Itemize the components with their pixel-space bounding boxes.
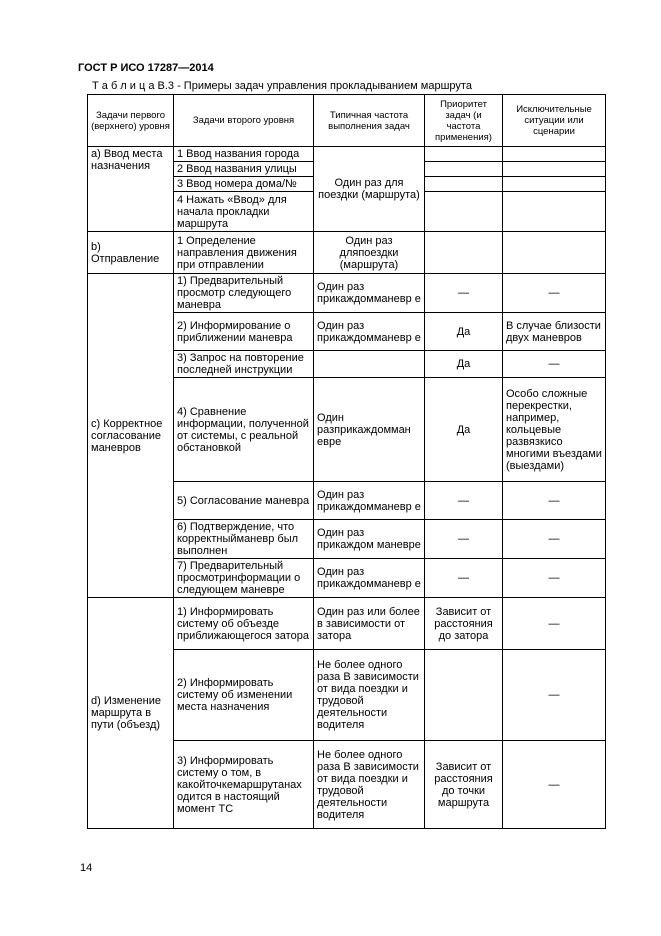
task-priority: Зависит от расстояния до точки маршрута: [425, 741, 503, 829]
page-number: 14: [80, 862, 93, 874]
sub-task: 2) Информирование о приближении маневра: [174, 313, 314, 351]
task-exceptions: —: [503, 520, 606, 559]
task-frequency: Один раз прикаждомманевр е: [314, 482, 425, 520]
col-header-top-level: Задачи первого (верхнего) уровня: [88, 95, 174, 147]
task-exceptions: [503, 177, 606, 192]
task-frequency: Не более одного раза В зависимости от вида поездки и трудовой деятельности водителя: [314, 650, 425, 741]
task-exceptions: [503, 162, 606, 177]
task-exceptions: [503, 147, 606, 162]
task-frequency: Один раз или более в зависимости от затора: [314, 598, 425, 650]
task-priority: Да: [425, 378, 503, 482]
task-frequency: [314, 351, 425, 378]
table-row: [88, 147, 606, 162]
task-priority: [425, 147, 503, 162]
task-exceptions: Особо сложные перекрестки, например, кольцевые развязкисо многими въездами (выездами): [503, 378, 606, 482]
task-exceptions: —: [503, 351, 606, 378]
table-row: [88, 274, 606, 313]
route-tasks-table: [87, 94, 606, 829]
col-header-frequency: Типичная частота выполнения задач: [314, 95, 425, 147]
task-exceptions: —: [503, 482, 606, 520]
task-priority: [425, 177, 503, 192]
sub-task: 6) Подтверждение, что корректныйманевр был выполнен: [174, 520, 314, 559]
task-exceptions: [503, 232, 606, 274]
sub-task: 4 Нажать «Ввод» для начала прокладки маршрута: [174, 192, 314, 232]
task-frequency: Один раз прикаждомманевр е: [314, 274, 425, 313]
top-level-task: a) Ввод места назначения: [88, 147, 174, 232]
top-level-task: c) Корректное согласование маневров: [88, 274, 174, 598]
task-exceptions: —: [503, 598, 606, 650]
task-frequency: Один раз для поездки (маршрута): [314, 147, 425, 232]
top-level-task: d) Изменение маршрута в пути (объезд): [88, 598, 174, 829]
col-header-exceptions: Исключительные ситуации или сценарии: [503, 95, 606, 147]
table-header-row: [88, 95, 606, 147]
task-priority: Да: [425, 313, 503, 351]
task-frequency: Один раз прикаждом маневре: [314, 520, 425, 559]
sub-task: 1) Информировать систему об объезде приближающегося затора: [174, 598, 314, 650]
sub-task: 2) Информировать систему об изменении места назначения: [174, 650, 314, 741]
sub-task: 3) Запрос на повторение последней инструкции: [174, 351, 314, 378]
sub-task: 1 Определение направления движения при отправлении: [174, 232, 314, 274]
sub-task: 3) Информировать систему о том, в какойточкемаршрутанах одится в настоящий момент ТС: [174, 741, 314, 829]
task-priority: —: [425, 559, 503, 598]
task-exceptions: [503, 192, 606, 232]
task-priority: —: [425, 520, 503, 559]
sub-task: 3 Ввод номера дома/№: [174, 177, 314, 192]
task-frequency: Один раз дляпоездки (маршрута): [314, 232, 425, 274]
task-frequency: Не более одного раза В зависимости от вида поездки и трудовой деятельности водителя: [314, 741, 425, 829]
sub-task: 4) Сравнение информации, полученной от системы, с реальной обстановкой: [174, 378, 314, 482]
task-priority: —: [425, 274, 503, 313]
task-frequency: Один раз прикаждомманевр е: [314, 559, 425, 598]
sub-task: 7) Предварительный просмотринформации о следующем маневре: [174, 559, 314, 598]
col-header-priority: Приоритет задач (и частота применения): [425, 95, 503, 147]
table-row: [88, 598, 606, 650]
sub-task: 1 Ввод названия города: [174, 147, 314, 162]
task-frequency: Один раз прикаждомманевр е: [314, 313, 425, 351]
sub-task: 1) Предварительный просмотр следующего маневра: [174, 274, 314, 313]
task-priority: Да: [425, 351, 503, 378]
task-priority: [425, 192, 503, 232]
task-exceptions: —: [503, 650, 606, 741]
task-priority: [425, 650, 503, 741]
table-caption: Т а б л и ц а В.3 - Примеры задач управления прокладыванием маршрута: [92, 80, 472, 92]
col-header-second-level: Задачи второго уровня: [174, 95, 314, 147]
sub-task: 2 Ввод названия улицы: [174, 162, 314, 177]
task-priority: —: [425, 482, 503, 520]
sub-task: 5) Согласование маневра: [174, 482, 314, 520]
task-priority: Зависит от расстояния до затора: [425, 598, 503, 650]
task-exceptions: —: [503, 559, 606, 598]
table-row: [88, 232, 606, 274]
task-frequency: Один разприкаждомман евре: [314, 378, 425, 482]
task-exceptions: —: [503, 274, 606, 313]
task-exceptions: —: [503, 741, 606, 829]
task-priority: [425, 162, 503, 177]
task-exceptions: В случае близости двух маневров: [503, 313, 606, 351]
document-header: ГОСТ Р ИСО 17287—2014: [78, 62, 214, 74]
top-level-task: b) Отправление: [88, 232, 174, 274]
task-priority: [425, 232, 503, 274]
